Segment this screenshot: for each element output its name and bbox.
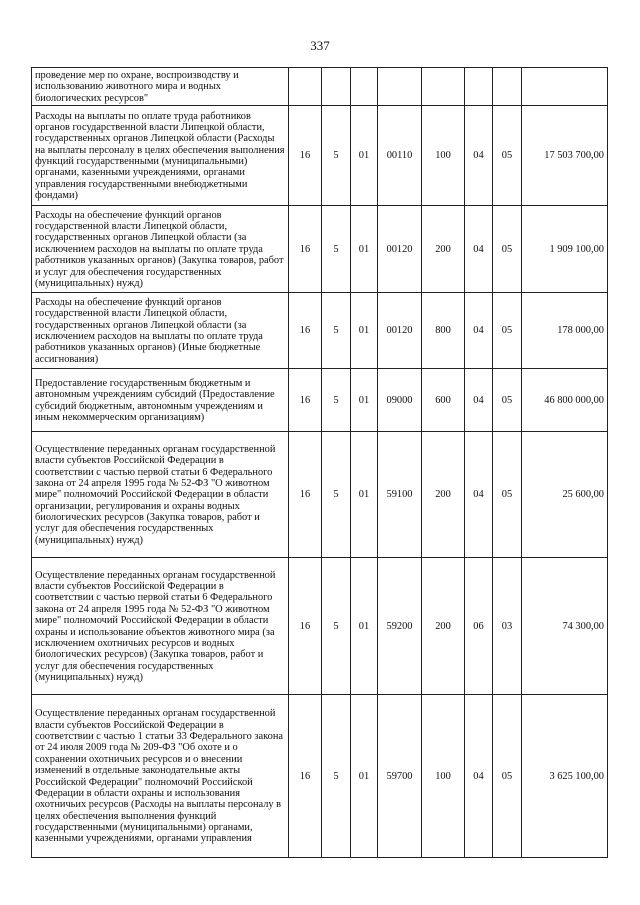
subsection-cell: 05: [493, 293, 522, 369]
direction-code-cell: 59200: [378, 558, 422, 695]
subsection-cell: 05: [493, 206, 522, 293]
table-row: [32, 695, 608, 858]
row-description: Расходы на выплаты по оплате труда работников органов государственной власти Липецкой области, государственных органов Липецкой области (Расходы на выплаты персоналу в целях обеспечения выполнения функций государственными (муниципальными) органами, казенными учреждениями, органами управления государственными внебюджетными фондами): [32, 106, 289, 206]
section-cell: 04: [465, 695, 493, 858]
expense-type-cell: 200: [422, 558, 465, 695]
program-code-cell: 5: [322, 106, 351, 206]
direction-code-cell: [378, 68, 422, 106]
table-row: [32, 106, 608, 206]
table-row: [32, 206, 608, 293]
subprogram-code-cell: 01: [351, 106, 378, 206]
amount-cell: 178 000,00: [522, 293, 608, 369]
row-description: проведение мер по охране, воспроизводству и использованию животного мира и водных биологических ресурсов": [32, 68, 289, 106]
program-code-cell: 5: [322, 369, 351, 432]
admin-code-cell: 16: [289, 369, 322, 432]
expense-type-cell: 200: [422, 206, 465, 293]
direction-code-cell: 59100: [378, 432, 422, 558]
subsection-cell: 05: [493, 432, 522, 558]
program-code-cell: [322, 68, 351, 106]
table-row: [32, 432, 608, 558]
program-code-cell: 5: [322, 206, 351, 293]
subprogram-code-cell: 01: [351, 293, 378, 369]
admin-code-cell: 16: [289, 293, 322, 369]
subprogram-code-cell: 01: [351, 369, 378, 432]
program-code-cell: 5: [322, 293, 351, 369]
direction-code-cell: 09000: [378, 369, 422, 432]
section-cell: 04: [465, 293, 493, 369]
program-code-cell: 5: [322, 432, 351, 558]
page-number: 337: [310, 38, 330, 53]
expense-type-cell: 100: [422, 695, 465, 858]
row-description: Расходы на обеспечение функций органов государственной власти Липецкой области, государственных органов Липецкой области (за исключением расходов на выплаты по оплате труда работников указанных органов) (Иные бюджетные ассигнования): [32, 293, 289, 369]
admin-code-cell: 16: [289, 106, 322, 206]
amount-cell: 25 600,00: [522, 432, 608, 558]
subprogram-code-cell: 01: [351, 206, 378, 293]
amount-cell: 17 503 700,00: [522, 106, 608, 206]
subprogram-code-cell: [351, 68, 378, 106]
row-description: Осуществление переданных органам государственной власти субъектов Российской Федерации в соответствии с частью первой статьи 6 Федерального закона от 24 апреля 1995 года № 52-ФЗ "О животном мире" полномочий Российской Федерации в области организации, регулирования и охраны водных биологических ресурсов (Закупка товаров, работ и услуг для обеспечения государственных (муниципальных) нужд): [32, 432, 289, 558]
section-cell: 06: [465, 558, 493, 695]
admin-code-cell: 16: [289, 432, 322, 558]
subsection-cell: 03: [493, 558, 522, 695]
direction-code-cell: 00120: [378, 206, 422, 293]
subprogram-code-cell: 01: [351, 558, 378, 695]
program-code-cell: 5: [322, 558, 351, 695]
section-cell: 04: [465, 106, 493, 206]
expense-type-cell: 800: [422, 293, 465, 369]
amount-cell: 74 300,00: [522, 558, 608, 695]
subsection-cell: 05: [493, 695, 522, 858]
section-cell: 04: [465, 369, 493, 432]
direction-code-cell: 59700: [378, 695, 422, 858]
table-row: [32, 558, 608, 695]
amount-cell: 3 625 100,00: [522, 695, 608, 858]
section-cell: 04: [465, 432, 493, 558]
admin-code-cell: 16: [289, 695, 322, 858]
expense-type-cell: 100: [422, 106, 465, 206]
amount-cell: 1 909 100,00: [522, 206, 608, 293]
direction-code-cell: 00110: [378, 106, 422, 206]
row-description: Осуществление переданных органам государственной власти субъектов Российской Федерации в соответствии с частью первой статьи 6 Федерального закона от 24 апреля 1995 года № 52-ФЗ "О животном мире" полномочий Российской Федерации в области охраны и использование объектов животного мира (за исключением охотничьих ресурсов и водных биологических ресурсов) (Закупка товаров, работ и услуг для обеспечения государственных (муниципальных) нужд): [32, 558, 289, 695]
admin-code-cell: 16: [289, 206, 322, 293]
row-description: Осуществление переданных органам государственной власти субъектов Российской Федерации в соответствии с частью 1 статьи 33 Федерального закона от 24 июля 2009 года № 209-ФЗ "Об охоте и о сохранении охотничьих ресурсов и о внесении изменений в отдельные законодательные акты Российской Федерации" полномочий Российской Федерации в области охраны и использования охотничьих ресурсов (Расходы на выплаты персоналу в целях обеспечения выполнения функций государственными (муниципальными) органами, казенными учреждениями, органами управления: [32, 695, 289, 858]
amount-cell: [522, 68, 608, 106]
subsection-cell: [493, 68, 522, 106]
amount-cell: 46 800 000,00: [522, 369, 608, 432]
program-code-cell: 5: [322, 695, 351, 858]
subprogram-code-cell: 01: [351, 695, 378, 858]
subprogram-code-cell: 01: [351, 432, 378, 558]
section-cell: 04: [465, 206, 493, 293]
expense-type-cell: 600: [422, 369, 465, 432]
admin-code-cell: [289, 68, 322, 106]
direction-code-cell: 00120: [378, 293, 422, 369]
row-description: Расходы на обеспечение функций органов государственной власти Липецкой области, государственных органов Липецкой области (за исключением расходов на выплаты по оплате труда работников указанных органов) (Закупка товаров, работ и услуг для обеспечения государственных (муниципальных) нужд): [32, 206, 289, 293]
expense-type-cell: 200: [422, 432, 465, 558]
table-row: [32, 68, 608, 106]
expense-type-cell: [422, 68, 465, 106]
budget-table: [31, 67, 608, 858]
admin-code-cell: 16: [289, 558, 322, 695]
subsection-cell: 05: [493, 106, 522, 206]
section-cell: [465, 68, 493, 106]
table-row: [32, 369, 608, 432]
row-description: Предоставление государственным бюджетным и автономным учреждениям субсидий (Предоставление субсидий бюджетным, автономным учреждениям и иным некоммерческим организациям): [32, 369, 289, 432]
table-row: [32, 293, 608, 369]
subsection-cell: 05: [493, 369, 522, 432]
